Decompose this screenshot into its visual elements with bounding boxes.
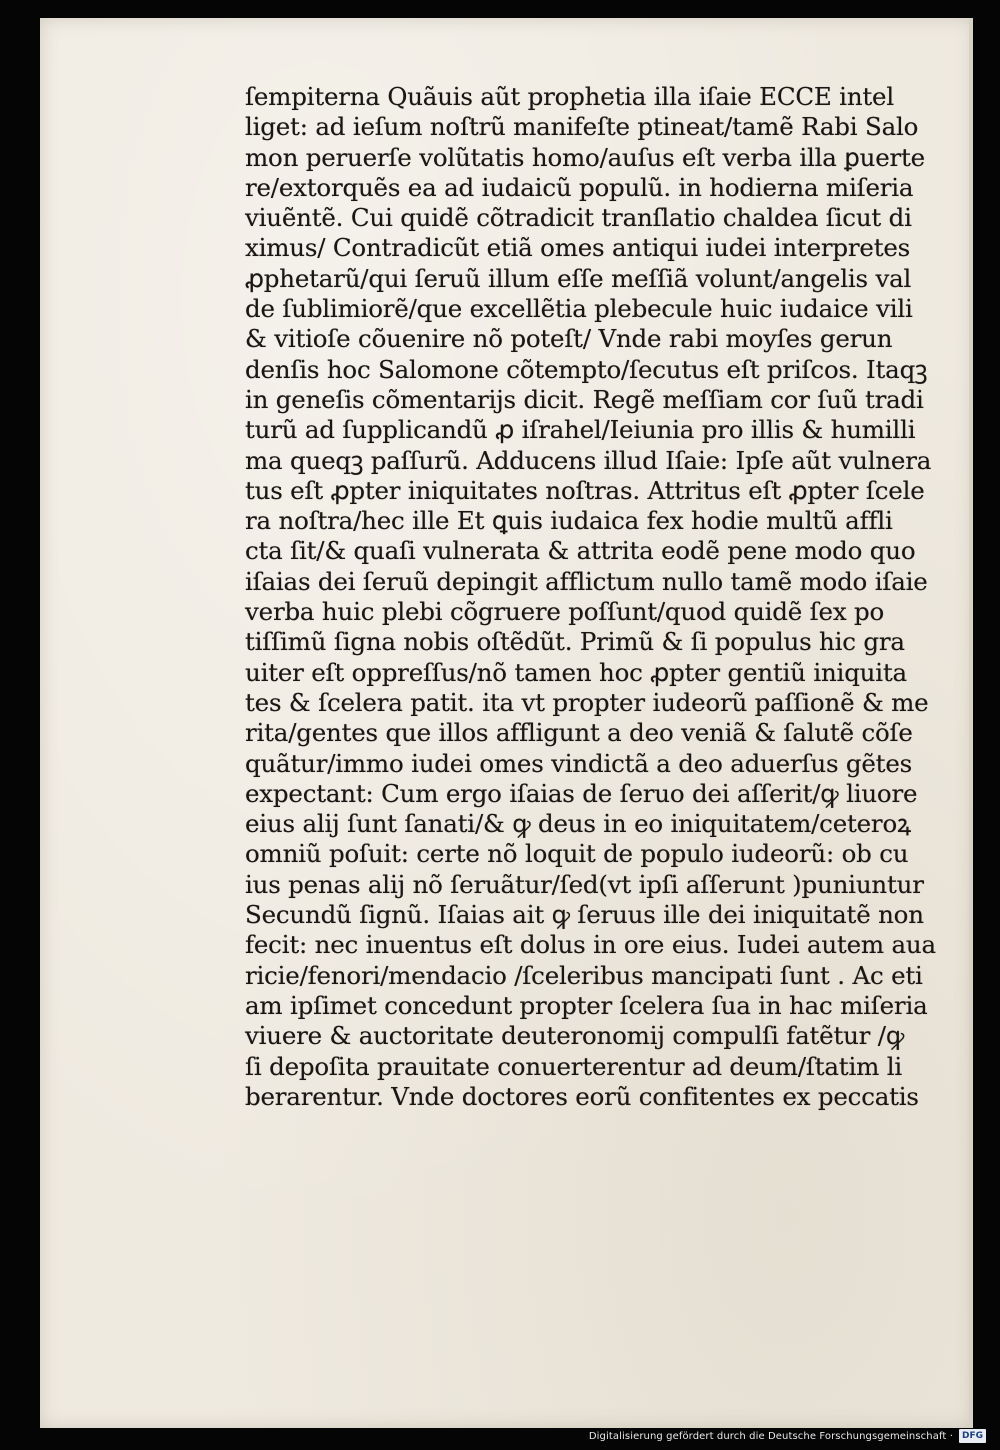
text-line: rita/gentes que illos affligunt a deo veniã & ſalutẽ cõſe	[245, 718, 913, 748]
text-line: verba huic plebi cõgruere poſſunt/quod quidẽ ſex po	[245, 597, 885, 627]
text-line: de ſublimiorẽ/que excellẽtia plebecule huic iudaice vili	[245, 294, 913, 324]
text-line: liget: ad ieſum noſtrũ manifeſte ptineat/tamẽ Rabi Salo	[245, 112, 919, 142]
text-line: in geneſis cõmentarijs dicit. Regẽ meſſiam cor ſuũ tradi	[245, 384, 924, 414]
digitization-credit	[589, 1428, 986, 1444]
text-line: ius penas alij nõ ſeruãtur/ſed(vt ipſi aſſerunt )puniuntur	[245, 869, 924, 899]
text-block	[245, 82, 945, 1112]
text-line: am ipſimet concedunt propter ſcelera ſua in hac miſeria	[245, 990, 928, 1020]
page-scan	[40, 18, 973, 1428]
text-line: viuere & auctoritate deuteronomij compulſi fatẽtur /ꝙ	[245, 1021, 905, 1051]
text-line: ricie/fenori/mendacio /ſceleribus mancipati ſunt . Ac eti	[245, 960, 923, 990]
funding-note: Digitalisierung gefördert durch die Deutsche Forschungsgemeinschaft ·	[588, 1430, 953, 1442]
text-line: quãtur/immo iudei omes vindictã a deo aduerſus gẽtes	[245, 748, 912, 778]
page-edge	[969, 18, 973, 1428]
text-line: Secundũ ſignũ. Iſaias ait ꝙ ſeruus ille dei iniquitatẽ non	[245, 900, 924, 930]
text-line: re/extorquẽs ea ad iudaicũ populũ. in hodierna miſeria	[245, 172, 914, 202]
text-line: mon peruerſe volũtatis homo/auſus eſt verba illa ꝑuerte	[245, 142, 925, 172]
text-line: tus eſt ꝓpter iniquitates noſtras. Attritus eſt ꝓpter ſcele	[245, 475, 925, 505]
text-line: ſempiterna Quãuis aũt prophetia illa iſaie ECCE intel	[245, 82, 894, 111]
text-line: ximus/ Contradicũt etiã omes antiqui iudei interpretes	[245, 233, 911, 263]
text-line: turũ ad ſupplicandũ ꝓ iſrahel/Ieiunia pro illis & humilli	[245, 415, 916, 445]
text-line: denſis hoc Salomone cõtempto/ſecutus eſt priſcos. Itaqꝫ	[245, 354, 928, 384]
text-line: ꝓphetarũ/qui ſeruũ illum eſſe meſſiã volunt/angelis val	[245, 263, 912, 293]
dfg-logo-icon: DFG	[959, 1429, 986, 1443]
text-line: cta ſit/& quaſi vulnerata & attrita eodẽ pene modo quo	[245, 536, 916, 566]
text-line: viuẽntẽ. Cui quidẽ cõtradicit tranſlatio chaldea ſicut di	[245, 203, 912, 233]
text-line: expectant: Cum ergo iſaias de ſeruo dei aſſerit/ꝙ liuore	[245, 778, 918, 808]
text-line: ra noſtra/hec ille Et ꝗuis iudaica fex hodie multũ affli	[245, 506, 893, 536]
text-line: berarentur. Vnde doctores eorũ confitentes ex peccatis	[245, 1081, 919, 1111]
text-line: tes & ſcelera patit. ita vt propter iudeorũ paſſionẽ & me	[245, 687, 929, 717]
text-line: eius alij ſunt ſanati/& ꝙ deus in eo iniquitatem/ceteroꝝ	[245, 809, 911, 839]
text-line: ma queqꝫ paſſurũ. Adducens illud Iſaie: Ipſe aũt vulnera	[245, 445, 932, 475]
text-line: ſi depoſita prauitate conuerterentur ad deum/ſtatim li	[245, 1051, 902, 1081]
text-line: omniũ poſuit: certe nõ loquit de populo iudeorũ: ob cu	[245, 839, 909, 869]
text-line: & vitioſe cõuenire nõ poteſt/ Vnde rabi moyſes gerun	[245, 324, 893, 354]
text-line: iſaias dei ſeruũ depingit afflictum nullo tamẽ modo iſaie	[245, 566, 928, 596]
text-line: tiſſimũ ſigna nobis oſtẽdũt. Primũ & ſi populus hic gra	[245, 627, 905, 657]
text-line: fecit: nec inuentus eſt dolus in ore eius. Iudei autem aua	[245, 930, 936, 960]
text-line: uiter eſt oppreſſus/nõ tamen hoc ꝓpter gentiũ iniquita	[245, 657, 907, 687]
